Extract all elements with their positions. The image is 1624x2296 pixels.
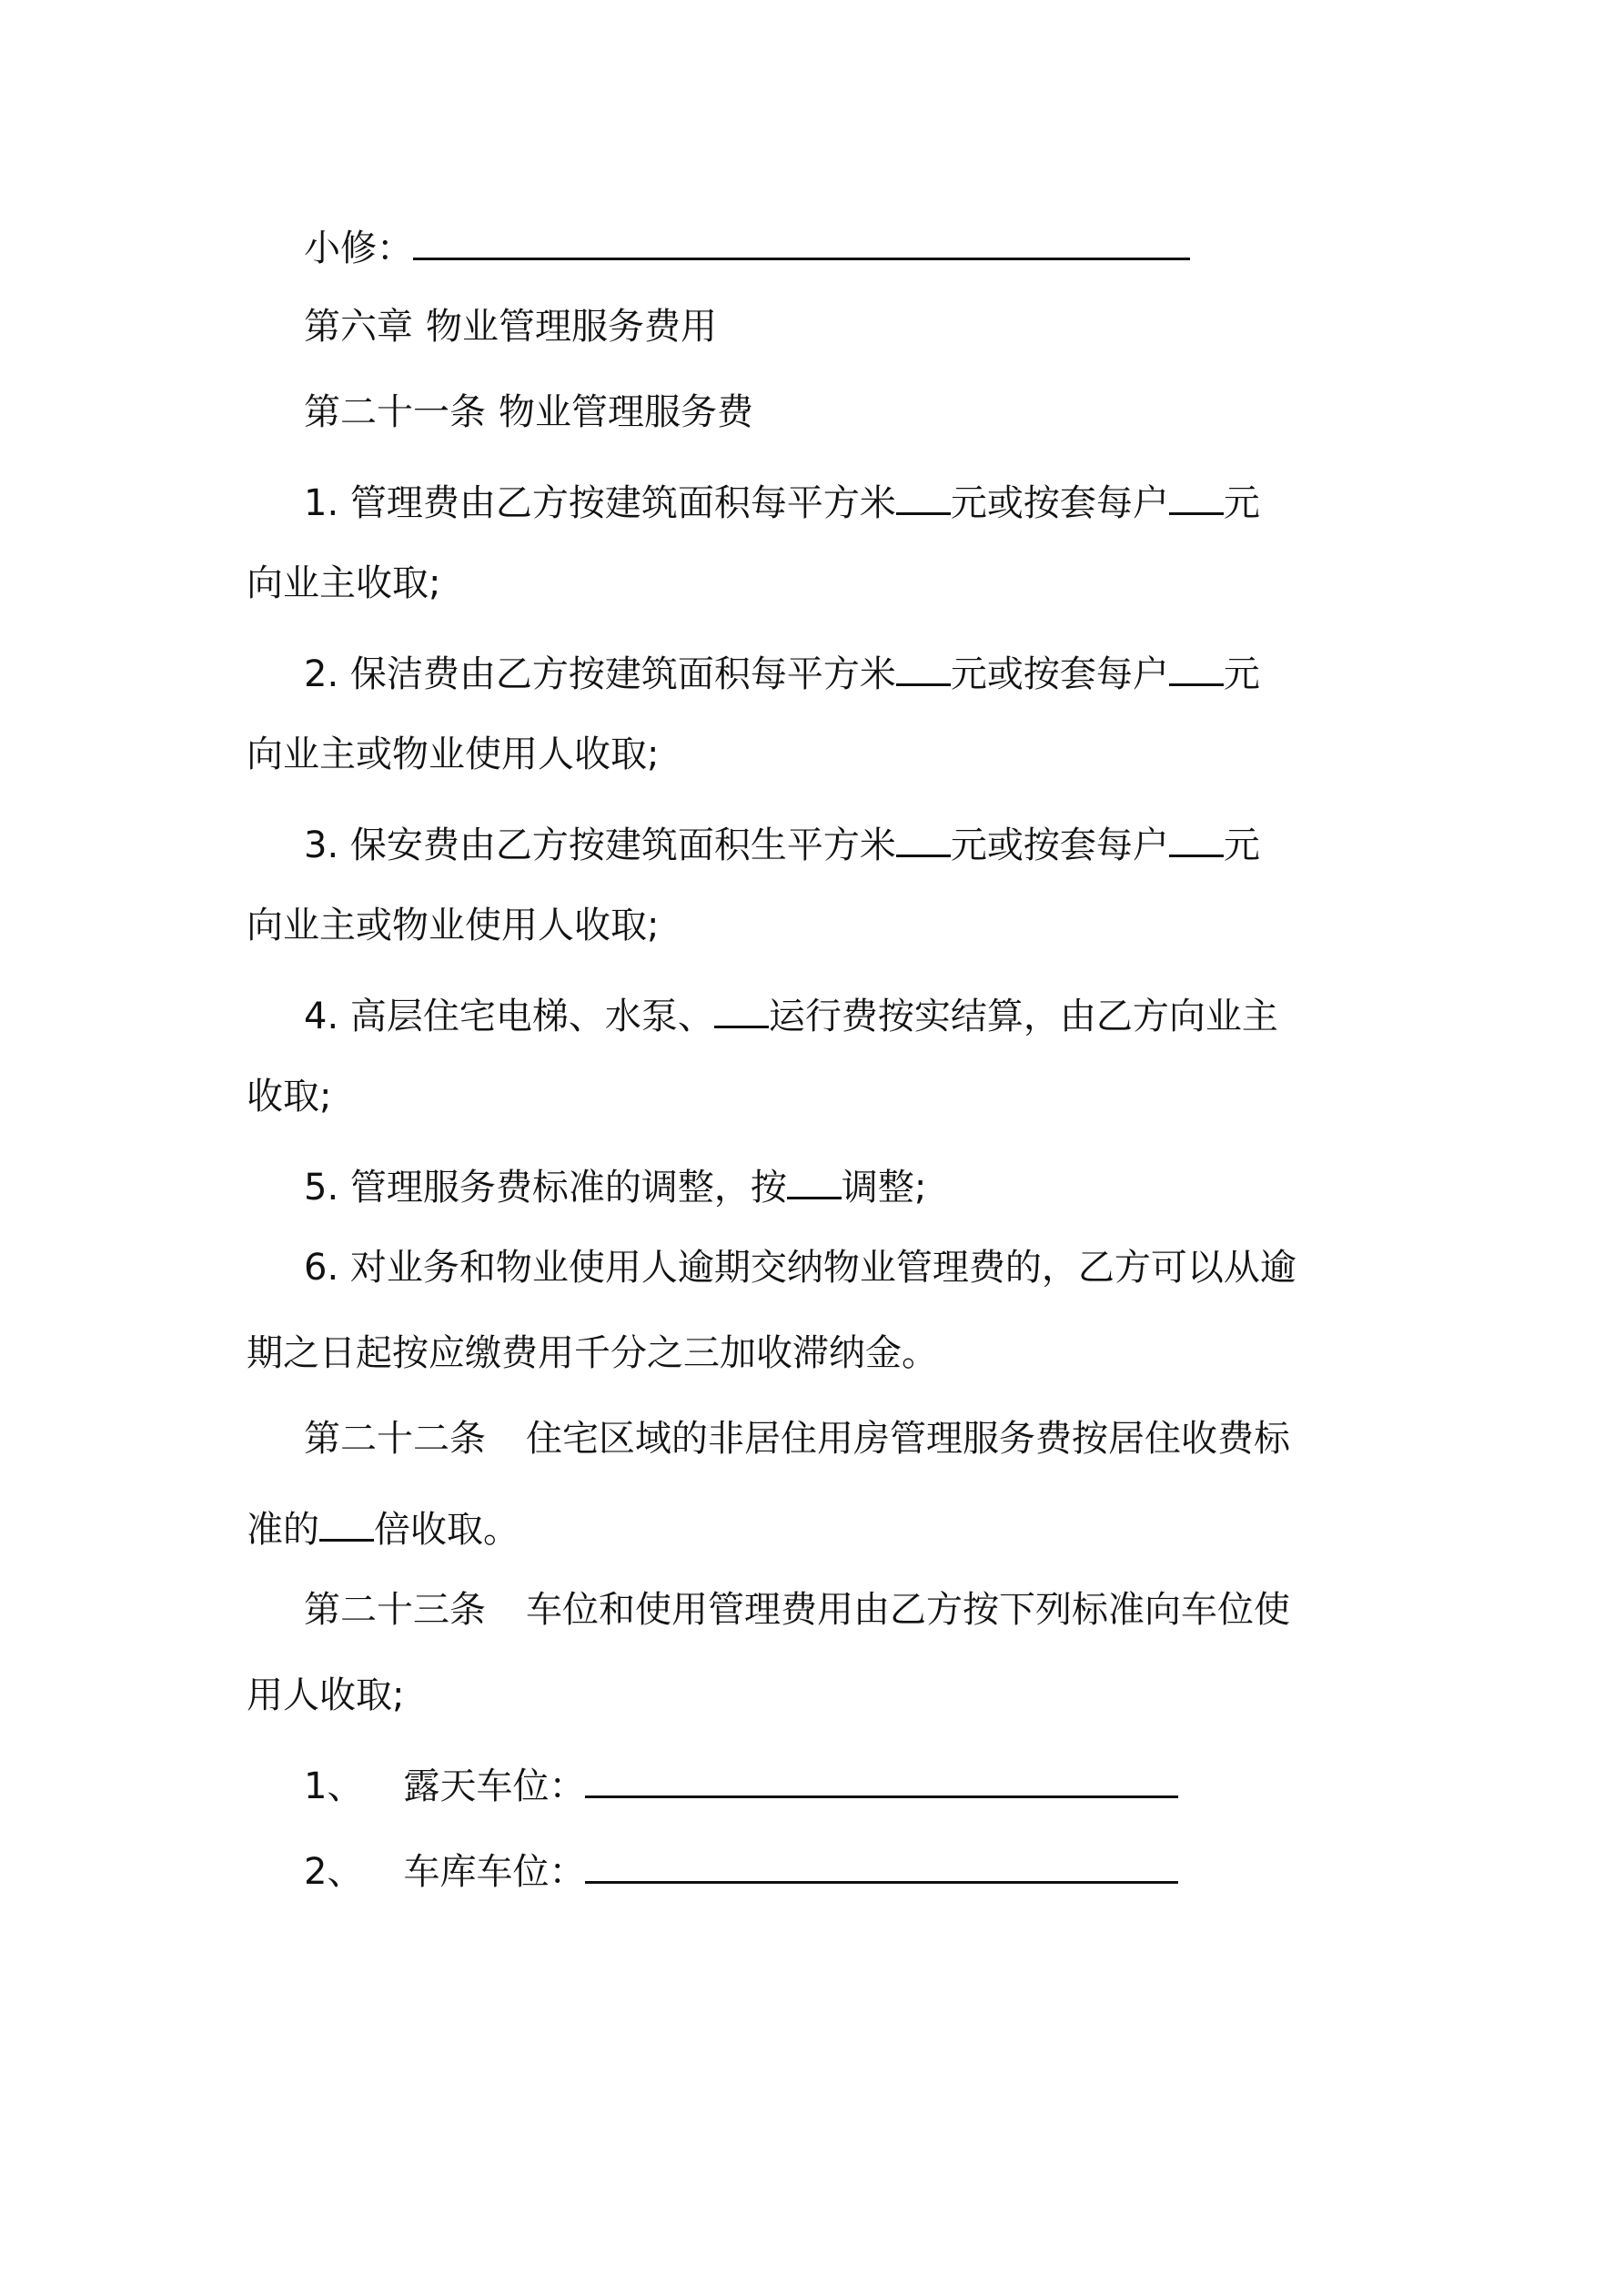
item-6-continuation	[247, 1331, 938, 1375]
article-22-title: 第二十二条	[304, 1418, 486, 1460]
item-6-text-a: 6. 对业务和物业使用人逾期交纳物业管理费的，乙方可以从逾	[304, 1247, 1296, 1289]
article-23-text-b: 用人收取;	[247, 1674, 405, 1716]
item-3-text-c: 元	[1223, 824, 1260, 866]
item-2-text-c: 元	[1223, 653, 1260, 695]
item-5-blank	[787, 1160, 842, 1199]
parking-2-label: 车库车位：	[403, 1851, 586, 1893]
item-3-continuation	[247, 904, 659, 947]
item-3-text-a: 3. 保安费由乙方按建筑面积生平方米	[304, 824, 896, 866]
article-23-line	[304, 1588, 1290, 1632]
article-22-text-c: 倍收取。	[374, 1509, 519, 1551]
item-5-line	[304, 1160, 926, 1209]
item-4-text-a: 4. 高层住宅电梯、水泵、	[304, 996, 714, 1037]
article-22-line	[304, 1417, 1290, 1461]
article-22-text-b: 准的	[247, 1509, 319, 1551]
item-4-text-b: 运行费按实结算，由乙方向业主	[768, 996, 1278, 1037]
parking-1-label: 露天车位：	[403, 1765, 586, 1807]
article-23-continuation	[247, 1674, 404, 1717]
item-1-text-c: 元	[1223, 482, 1260, 524]
article-22-continuation	[247, 1502, 519, 1552]
item-3-text-d: 向业主或物业使用人收取;	[247, 905, 660, 946]
item-3-blank-area	[896, 818, 951, 857]
item-2-blank-unit	[1169, 647, 1224, 686]
parking-2-number: 2、	[304, 1851, 364, 1893]
item-1-text-d: 向业主收取;	[247, 562, 441, 604]
item-1-text-b: 元或按套每户	[950, 482, 1169, 524]
article-22-text-a: 住宅区域的非居住用房管理服务费按居住收费标	[526, 1418, 1290, 1460]
parking-2-blank	[585, 1845, 1178, 1884]
item-4-blank	[714, 989, 769, 1028]
article-22-blank	[319, 1502, 374, 1542]
xiaoxiu-label: 小修：	[304, 228, 413, 269]
item-3-line	[304, 818, 1260, 867]
item-6-text-b: 期之日起按应缴费用千分之三加收滞纳金。	[247, 1332, 938, 1374]
item-2-line	[304, 647, 1260, 696]
item-6-line	[304, 1246, 1296, 1290]
parking-1-number: 1、	[304, 1765, 364, 1807]
item-1-line	[304, 476, 1260, 525]
xiaoxiu-line	[304, 221, 1190, 270]
item-1-blank-unit	[1169, 476, 1224, 515]
parking-1-line	[304, 1759, 1178, 1808]
article-21-title: 第二十一条	[304, 391, 486, 433]
article-23-title: 第二十三条	[304, 1589, 486, 1631]
item-2-blank-area	[896, 647, 951, 686]
item-2-text-a: 2. 保洁费由乙方按建筑面积每平方米	[304, 653, 896, 695]
item-1-text-a: 1. 管理费由乙方按建筑面积每平方米	[304, 482, 896, 524]
chapter-6-name: 物业管理服务费用	[426, 306, 717, 348]
item-4-text-c: 收取;	[247, 1076, 332, 1118]
parking-2-line	[304, 1845, 1178, 1894]
item-1-blank-area	[896, 476, 951, 515]
xiaoxiu-blank	[413, 221, 1190, 260]
item-4-line	[304, 989, 1278, 1038]
chapter-6-heading	[304, 305, 717, 349]
item-2-continuation	[247, 733, 659, 776]
item-3-blank-unit	[1169, 818, 1224, 857]
item-5-text-a: 5. 管理服务费标准的调整，按	[304, 1167, 787, 1209]
parking-1-blank	[585, 1759, 1178, 1798]
item-2-text-d: 向业主或物业使用人收取;	[247, 733, 660, 775]
chapter-6-title: 第六章	[304, 306, 413, 348]
article-21-name: 物业管理服务费	[499, 391, 753, 433]
item-5-text-b: 调整;	[841, 1167, 927, 1209]
item-3-text-b: 元或按套每户	[950, 824, 1169, 866]
item-1-continuation	[247, 561, 440, 605]
item-4-continuation	[247, 1075, 331, 1118]
article-21-heading	[304, 390, 753, 434]
article-23-text-a: 车位和使用管理费用由乙方按下列标准向车位使	[526, 1589, 1290, 1631]
item-2-text-b: 元或按套每户	[950, 653, 1169, 695]
